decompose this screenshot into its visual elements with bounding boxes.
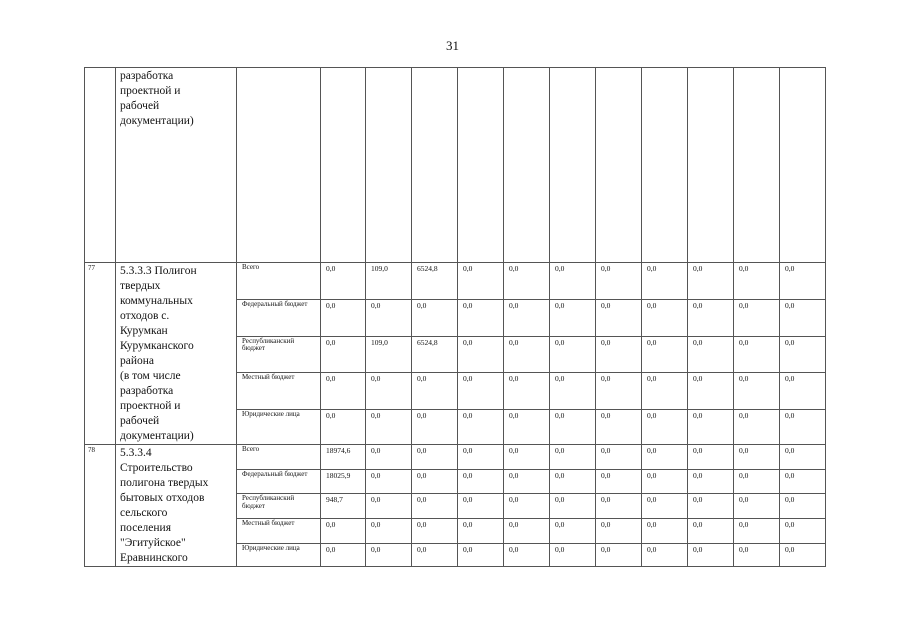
value-cell: 0,0 <box>596 519 642 544</box>
value-cell: 0,0 <box>458 299 504 336</box>
name-line: документации) <box>120 115 194 127</box>
funding-source: Федеральный бюджет <box>237 299 321 336</box>
value-cell: 0,0 <box>504 445 550 470</box>
value-cell: 0,0 <box>734 410 780 445</box>
name-line: Курумкан <box>120 325 168 337</box>
value-cell: 0,0 <box>688 336 734 373</box>
budget-table <box>84 67 826 567</box>
page-number: 31 <box>446 38 459 53</box>
value-cell: 0,0 <box>458 336 504 373</box>
value-cell: 0,0 <box>458 469 504 494</box>
value-cell: 0,0 <box>550 263 596 300</box>
empty-cell <box>412 68 458 263</box>
value-cell: 0,0 <box>458 445 504 470</box>
value-cell: 0,0 <box>550 445 596 470</box>
value-cell: 0,0 <box>366 469 412 494</box>
value-cell: 0,0 <box>550 299 596 336</box>
funding-source: Всего <box>237 445 321 470</box>
value-cell: 0,0 <box>366 543 412 566</box>
value-cell: 0,0 <box>688 263 734 300</box>
value-cell: 0,0 <box>504 543 550 566</box>
table-row <box>85 263 826 300</box>
name-line: документации) <box>120 430 194 442</box>
value-cell: 0,0 <box>321 373 366 410</box>
value-cell: 0,0 <box>780 336 826 373</box>
value-cell: 0,0 <box>504 263 550 300</box>
item-name-cell <box>116 263 237 445</box>
name-line: коммунальных <box>120 295 193 307</box>
value-cell: 0,0 <box>780 519 826 544</box>
name-line: сельского <box>120 507 168 519</box>
value-cell: 0,0 <box>642 410 688 445</box>
value-cell: 0,0 <box>458 519 504 544</box>
name-line: проектной и <box>120 400 181 412</box>
value-cell: 0,0 <box>550 494 596 519</box>
value-cell: 0,0 <box>458 263 504 300</box>
value-cell: 0,0 <box>550 336 596 373</box>
value-cell: 0,0 <box>321 299 366 336</box>
value-cell: 0,0 <box>321 263 366 300</box>
value-cell: 0,0 <box>596 469 642 494</box>
funding-source: Республиканский бюджет <box>237 494 321 519</box>
value-cell: 18025,9 <box>321 469 366 494</box>
value-cell: 0,0 <box>550 373 596 410</box>
value-cell: 0,0 <box>642 336 688 373</box>
name-line: рабочей <box>120 100 160 112</box>
row-number-cell <box>85 68 116 263</box>
value-cell: 0,0 <box>688 494 734 519</box>
value-cell: 0,0 <box>596 336 642 373</box>
value-cell: 948,7 <box>321 494 366 519</box>
name-line: (в том числе <box>120 370 181 382</box>
value-cell: 0,0 <box>734 373 780 410</box>
value-cell: 0,0 <box>596 494 642 519</box>
value-cell: 0,0 <box>366 519 412 544</box>
value-cell: 0,0 <box>780 469 826 494</box>
funding-source: Юридические лица <box>237 410 321 445</box>
value-cell: 109,0 <box>366 263 412 300</box>
value-cell: 0,0 <box>458 543 504 566</box>
empty-cell <box>780 68 826 263</box>
continuation-row <box>85 68 826 263</box>
value-cell: 0,0 <box>642 373 688 410</box>
value-cell: 0,0 <box>596 299 642 336</box>
value-cell: 0,0 <box>504 336 550 373</box>
name-line: отходов с. <box>120 310 170 322</box>
name-line: Строительство <box>120 462 193 474</box>
value-cell: 0,0 <box>642 445 688 470</box>
value-cell: 0,0 <box>688 373 734 410</box>
value-cell: 0,0 <box>321 336 366 373</box>
value-cell: 0,0 <box>321 519 366 544</box>
value-cell: 0,0 <box>734 494 780 519</box>
value-cell: 0,0 <box>688 410 734 445</box>
value-cell: 0,0 <box>688 519 734 544</box>
value-cell: 0,0 <box>504 410 550 445</box>
empty-cell <box>642 68 688 263</box>
value-cell: 0,0 <box>412 373 458 410</box>
name-line: поселения <box>120 522 171 534</box>
value-cell: 0,0 <box>458 494 504 519</box>
name-line: проектной и <box>120 85 181 97</box>
value-cell: 0,0 <box>642 469 688 494</box>
value-cell: 0,0 <box>504 469 550 494</box>
name-line: 5.3.3.4 <box>120 447 152 459</box>
value-cell: 0,0 <box>504 494 550 519</box>
value-cell: 0,0 <box>550 543 596 566</box>
value-cell: 0,0 <box>366 373 412 410</box>
value-cell: 0,0 <box>734 263 780 300</box>
value-cell: 0,0 <box>596 373 642 410</box>
value-cell: 0,0 <box>366 410 412 445</box>
funding-source: Местный бюджет <box>237 373 321 410</box>
funding-source: Федеральный бюджет <box>237 469 321 494</box>
value-cell: 0,0 <box>366 445 412 470</box>
value-cell: 0,0 <box>504 299 550 336</box>
value-cell: 0,0 <box>412 543 458 566</box>
value-cell: 0,0 <box>412 445 458 470</box>
value-cell: 0,0 <box>550 469 596 494</box>
value-cell: 0,0 <box>642 263 688 300</box>
empty-cell <box>237 68 321 263</box>
value-cell: 109,0 <box>366 336 412 373</box>
empty-cell <box>596 68 642 263</box>
value-cell: 0,0 <box>412 494 458 519</box>
empty-cell <box>458 68 504 263</box>
name-line: "Эгитуйское" <box>120 537 186 549</box>
name-line: твердых <box>120 280 161 292</box>
value-cell: 0,0 <box>596 410 642 445</box>
value-cell: 18974,6 <box>321 445 366 470</box>
value-cell: 0,0 <box>642 299 688 336</box>
item-name-cell <box>116 68 237 263</box>
name-line: бытовых отходов <box>120 492 205 504</box>
value-cell: 0,0 <box>780 445 826 470</box>
value-cell: 0,0 <box>366 299 412 336</box>
name-line: района <box>120 355 155 367</box>
name-line: разработка <box>120 385 174 397</box>
value-cell: 0,0 <box>596 263 642 300</box>
value-cell: 0,0 <box>780 373 826 410</box>
value-cell: 0,0 <box>780 299 826 336</box>
name-line: разработка <box>120 70 174 82</box>
table-row <box>85 445 826 470</box>
value-cell: 0,0 <box>642 494 688 519</box>
empty-cell <box>366 68 412 263</box>
value-cell: 0,0 <box>321 543 366 566</box>
empty-cell <box>688 68 734 263</box>
value-cell: 0,0 <box>734 469 780 494</box>
value-cell: 0,0 <box>780 494 826 519</box>
value-cell: 0,0 <box>412 299 458 336</box>
value-cell: 0,0 <box>734 299 780 336</box>
value-cell: 0,0 <box>458 373 504 410</box>
value-cell: 0,0 <box>504 519 550 544</box>
value-cell: 0,0 <box>734 543 780 566</box>
value-cell: 6524,8 <box>412 263 458 300</box>
value-cell: 0,0 <box>504 373 550 410</box>
value-cell: 0,0 <box>596 543 642 566</box>
value-cell: 0,0 <box>412 469 458 494</box>
value-cell: 0,0 <box>366 494 412 519</box>
name-line: полигона твердых <box>120 477 209 489</box>
value-cell: 0,0 <box>780 410 826 445</box>
empty-cell <box>550 68 596 263</box>
name-line: Курумканского <box>120 340 194 352</box>
funding-source: Юридические лица <box>237 543 321 566</box>
value-cell: 0,0 <box>734 445 780 470</box>
value-cell: 0,0 <box>642 519 688 544</box>
value-cell: 0,0 <box>734 336 780 373</box>
funding-source: Местный бюджет <box>237 519 321 544</box>
value-cell: 0,0 <box>321 410 366 445</box>
value-cell: 0,0 <box>780 263 826 300</box>
value-cell: 0,0 <box>596 445 642 470</box>
empty-cell <box>321 68 366 263</box>
value-cell: 6524,8 <box>412 336 458 373</box>
funding-source: Всего <box>237 263 321 300</box>
value-cell: 0,0 <box>550 410 596 445</box>
empty-cell <box>504 68 550 263</box>
row-number: 78 <box>85 445 116 567</box>
value-cell: 0,0 <box>550 519 596 544</box>
value-cell: 0,0 <box>458 410 504 445</box>
value-cell: 0,0 <box>780 543 826 566</box>
name-line: 5.3.3.3 Полигон <box>120 265 197 277</box>
value-cell: 0,0 <box>688 469 734 494</box>
funding-source: Республиканский бюджет <box>237 336 321 373</box>
value-cell: 0,0 <box>412 410 458 445</box>
value-cell: 0,0 <box>734 519 780 544</box>
name-line: Еравнинского <box>120 552 188 564</box>
value-cell: 0,0 <box>412 519 458 544</box>
empty-cell <box>734 68 780 263</box>
item-name-cell <box>116 445 237 567</box>
value-cell: 0,0 <box>688 299 734 336</box>
row-number: 77 <box>85 263 116 445</box>
value-cell: 0,0 <box>642 543 688 566</box>
name-line: рабочей <box>120 415 160 427</box>
value-cell: 0,0 <box>688 543 734 566</box>
value-cell: 0,0 <box>688 445 734 470</box>
